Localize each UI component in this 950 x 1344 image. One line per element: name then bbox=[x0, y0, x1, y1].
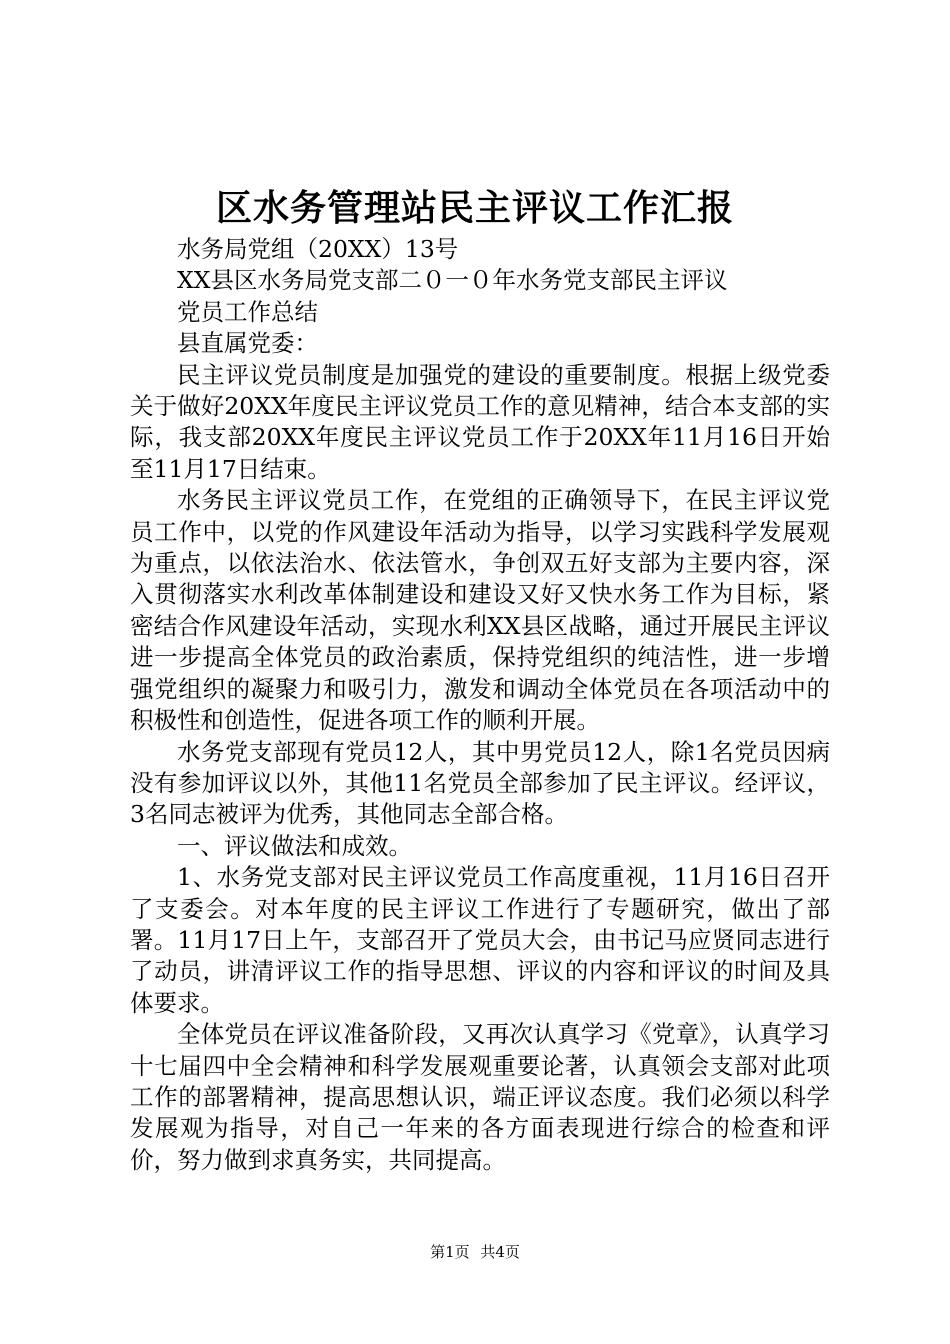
heading-line-2: 党员工作总结 bbox=[177, 297, 318, 326]
document-body bbox=[130, 234, 830, 1176]
heading-line-1: XX县区水务局党支部二０一０年水务党支部民主评议 bbox=[177, 266, 728, 295]
doc-number: 水务局党组（20XX）13号 bbox=[177, 235, 459, 263]
paragraph-3: 水务党支部现有党员12人，其中男党员12人，除1名党员因病没有参加评议以外，其他11名党员全部参加了民主评议。经评议，3名同志被评为优秀，其他同志全部合格。 bbox=[130, 737, 830, 829]
page-total: 共4页 bbox=[480, 1243, 520, 1261]
paragraph-4: 1、水务党支部对民主评议党员工作高度重视，11月16日召开了支委会。对本年度的民主评议工作进行了专题研究，做出了部署。11月17日上午，支部召开了党员大会，由书记马应贤同志进行了动员，讲清评议工作的指导思想、评议的内容和评议的时间及具体要求。 bbox=[130, 863, 830, 1017]
document-title: 区水务管理站民主评议工作汇报 bbox=[215, 187, 734, 229]
addressee: 县直属党委： bbox=[177, 329, 318, 358]
paragraph-1: 民主评议党员制度是加强党的建设的重要制度。根据上级党委关于做好20XX年度民主评议党员工作的意见精神，结合本支部的实际，我支部20XX年度民主评议党员工作于20XX年11月16日开始至11月17日结束。 bbox=[130, 360, 830, 483]
section-heading-1: 一、评议做法和成效。 bbox=[177, 831, 412, 860]
paragraph-5: 全体党员在评议准备阶段，又再次认真学习《党章》，认真学习十七届四中全会精神和科学发展观重要论著，认真领会支部对此项工作的部署精神，提高思想认识，端正评议态度。我们必须以科学发展观为指导，对自己一年来的各方面表现进行综合的检查和评价，努力做到求真务实，共同提高。 bbox=[130, 1020, 830, 1174]
page-footer bbox=[0, 1241, 950, 1263]
page-number: 第1页 bbox=[430, 1243, 470, 1261]
paragraph-2: 水务民主评议党员工作，在党组的正确领导下，在民主评议党员工作中，以党的作风建设年活动为指导，以学习实践科学发展观为重点，以依法治水、依法管水，争创双五好支部为主要内容，深入贯彻落实水利改革体制建设和建设又好又快水务工作为目标，紧密结合作风建设年活动，实现水利XX县区战略，通过开展民主评议进一步提高全体党员的政治素质，保持党组织的纯洁性，进一步增强党组织的凝聚力和吸引力，激发和调动全体党员在各项活动中的积极性和创造性，促进各项工作的顺利开展。 bbox=[130, 486, 830, 735]
